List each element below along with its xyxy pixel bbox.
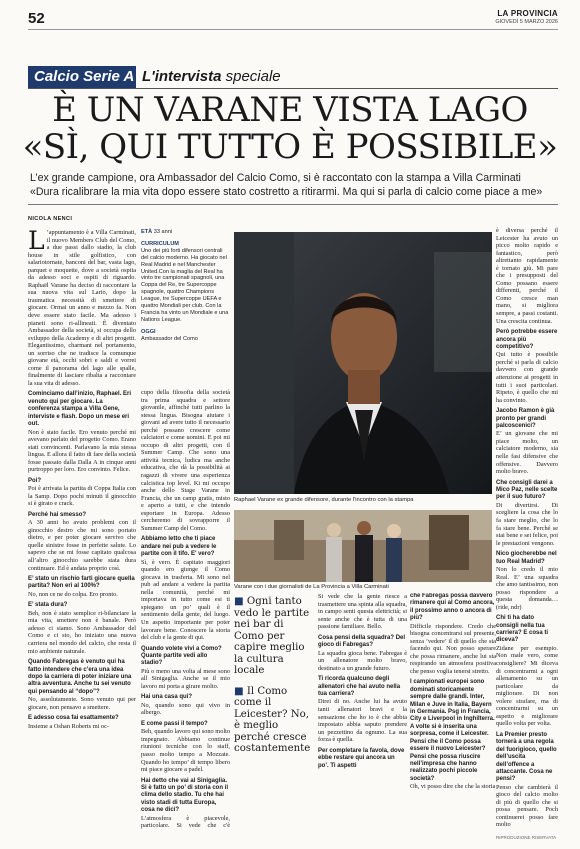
copyright-notice: RIPRODUZIONE RISERVATA	[496, 835, 557, 840]
headline-line-2: «SÌ, QUI TUTTO È POSSIBILE»	[22, 127, 558, 167]
curriculum-label: CURRICULUM	[141, 240, 179, 247]
answer: L’atmosfera è piacevole, particolare. Si vede che c'è	[141, 814, 230, 829]
paragraph: ’appuntamento è a Villa Carminati, il nuovo Members Club del Como, a due passi dallo stadio, la club house in stile golfistico, con salariotornate, banconi del bar, vasta lago, parquet e moquette, dove a società ospita da adesso soci e ospiti di riguardo. Raphaël Varane ha deciso di raccontare la sua nuova vita sul Lario, dopo la traumatica necessità di smettere di giocare. Ormai un anno e mezzo fa. Non deve essere stato facile. Ma adesso i pianeti sono ri-allineati. È diventato Ambassador della società, si occupa dello sviluppo della Academy e di altri progetti. Elegantissimo, charmant nel portamento, un sorriso che ne tradisce la comunque giovane età, occhi sobri e saldi e vorrei come il panorama del lago alle spalle, finalmente di lasciare ribalta a raccontare la sua vita di adesso.	[28, 229, 136, 387]
pull-quotes	[234, 596, 314, 764]
answer: Zidane per esempio. Non male vero, come consigliere? Mi diceva di concentrarmi a ogni allenamento su un particolare da migliorare. Di non volere strafare, ma di concentrarmi su un aspetto e migliorare quello volta per volta.	[496, 644, 558, 728]
question: Hai una casa qui?	[141, 694, 193, 701]
section-label-italic: speciale	[225, 68, 281, 85]
masthead	[495, 10, 558, 25]
question: E come passi il tempo?	[141, 720, 208, 727]
answer: Oh, vi posso dire che che la storia	[410, 783, 496, 791]
question: E adesso cosa fai esattamente?	[28, 715, 119, 722]
question: Cosa pensi della squadra? Del gioco di Fabregas?	[318, 634, 406, 649]
article-column-4	[410, 593, 496, 838]
subhead-line-2: «Dura ricalibrare la mia vita dopo essere stato costretto a ritirarmi. Ma qui si parla di calcio come piace a me»	[30, 185, 543, 198]
answer: No, non ce ne do colpa. Ero pronto.	[28, 590, 118, 598]
answer: Direi di no. Anche lui ha avuto tanti allenatori bravi e la sensazione che ho io è che abbia impostato abbia saputo prendere un pezzettino da ognuno. La sua forza è quella.	[318, 698, 407, 744]
question: Che consigli darei a Mico Paz, nelle scelte per il suo futuro?	[496, 479, 558, 501]
byline: NICOLA NENCI	[28, 216, 73, 222]
article-column-2	[141, 389, 230, 829]
answer: La squadra gioca bene. Fabregas è un allenatore molto bravo, destinato a un grande futuro.	[318, 649, 407, 672]
photo-caption: Raphael Varane ex grande difensore, durante l'incontro con la stampa	[234, 497, 414, 503]
question: Jacobo Ramon è già pronto per grandi palcoscenici?	[496, 408, 555, 429]
question: Poi?	[28, 477, 41, 484]
question: I campionati europei sono dominati storicamente sempre dalle grandi. Inter, Milan e Juve in Italia, Bayern in Germania. Psg in Francia, City e Liverpool in Inghilterra. A volte si è inserita una sorpresa, come il Leicester. Pensi che il Como possa essere il nuovo Leicester? Pensi che possa riuscire nell’impresa che hanno realizzato pochi piccole società?	[410, 679, 495, 782]
answer: cupo della filosofia della società tra prima squadra e settore giovanile, affinché tutti parlino la stessa lingua. Bisogna aiutare i giovani ad avere tutto il necessario perché possano crescere come calciatori e come uomini. E poi mi occupo di altri progetti, con il Summer Camp. Che sono una attività tecnica, ludica ma anche educativa, che dà la possibilità ai ragazzi di vivere una esperienza calcistica top level. Ki mi occupo anche dello Stage Varane in Francia, che un camp gratis, misto e aperto a tutti, e che intendo esportare in Europa. Adesso cercheremo di sovrapporre il Summer Camp del Como.	[141, 389, 230, 532]
question: Quando Fabregas è venuto qui ha fatto intendere che c’era una idea dopo la carriera di poter iniziare una altra avventura. Anche tu sei venuto qui pensando al “dopo”?	[28, 659, 132, 695]
pull-quote	[234, 686, 314, 755]
oggi-text: Ambassador del Como	[141, 335, 198, 342]
question: E’ stata dura?	[28, 602, 68, 609]
page-number: 52	[28, 10, 45, 27]
answer: Non è stato facile. Ero venuto perché mi avevano parlato del progetto Como. Erano stati convincenti. Parlavano la mia stessa lingua. E allora il fatto di fare della società fosse passato dalla Dalla A in cinque anni purtroppo per loro. Ero convinto. Felice.	[28, 428, 136, 474]
headline	[0, 92, 580, 166]
question: Abbiamo letto che ti piace andare nei pub a vedere le partite con il tifo. E' vero?	[141, 536, 217, 558]
section-band: Calcio Serie A	[28, 66, 136, 88]
answer: Di divertirsi. Di scegliere la cosa che lo fa stare meglio, che lo fa stare bene. Perché se stai bene e sei felice, poi le prestazioni vengono.	[496, 501, 558, 547]
answer: Sì, è vero. È capitato maggiori quando ero giunge il Como giocava in trasferta. Mi sono nel pub ad andare a vedere la partita nella comunità, perché mi importava in tutto come esi ti spiegano un po’ quali è il sentimento della gente, del luogo. Un aspetto importante per poter lavorare bene. Conoscere la storia del club e la gente di qui.	[141, 558, 230, 642]
answer: A 30 anni ho avuto problemi con il ginocchio destro che mi sono portato dietro, e per poter giocare servivo che quelle sinistre fosse in perfette salute. Lo sapevo che se mi fosse capitato qualcosa all’altro ginocchio sarebbe stata dura continuare. Ed è andata proprio così.	[28, 519, 136, 572]
question: Hai detto che vai al Sinigaglia. Si è fatto un po’ di storia con il clima dello stadio. Tu che hai visto stadi di tutta Europa, cosa ne dici?	[141, 777, 229, 814]
subheadline	[30, 172, 556, 199]
article-column-1	[28, 229, 136, 829]
answer: è diversa perché il Leicester ha avuto un picco molto rapido e fantastico, però altrettanto rapidamente è tornato giù. Mi pare che i presupposti del Como possano essere differenti, perché il Como cresce man mano, si migliora sempre, a passi costanti. Una crescita continua.	[496, 227, 558, 325]
group-illustration	[234, 510, 492, 582]
section-rule	[28, 88, 558, 89]
age-value: 33 anni	[153, 229, 173, 235]
profile-card	[141, 229, 229, 377]
section-label	[142, 66, 281, 88]
answer: No, quando sono qui vivo in albergo.	[141, 701, 230, 717]
answer: Poi è arrivata la partita di Coppa Italia con la Samp. Dopo pochi minuti il ginocchio si è girato e crack.	[28, 485, 136, 508]
answer: Non lo credo il mio Real. E’ una squadra che amo tantissimo, non posso rispondere a questa domanda… (ride, ndr)	[496, 565, 558, 611]
answer: Beh, quando lavoro qui sono molto impegnato. Abbiamo continue riunioni tecniche con lo staff, passo molto tempo a Mozzate. Quando ho tempo’ di tempo libero mi piace giocare a padel.	[141, 728, 230, 774]
answer: E’ un giovane che mi piace molto, un calciatore moderno, sia nelle fasi difensive che offensive. Davvero molto bravo.	[496, 430, 558, 476]
answer: Più o meno una volta al mese sono all Sinigaglia. Anche se il mio lavoro mi porta a girare molto.	[141, 667, 230, 690]
subhead-rule	[28, 204, 558, 205]
quote-mark-icon: ■	[234, 684, 244, 697]
question: Perché hai smesso?	[28, 511, 87, 518]
answer: Beh, non è stato semplice ri-bilanciare la mia vita, smettere non è banale. Però adesso ci siamo. Sono Ambassador del Como e ci sto, ho iniziato una nuova carriera nel mondo del calcio, che resta il mio ambiente naturale.	[28, 609, 136, 655]
article-column-3	[318, 593, 407, 838]
question: Nico giocherebbe nel tuo Real Madrid?	[496, 551, 557, 565]
age-label: ETÀ	[141, 229, 153, 235]
newspaper-name: LA PROVINCIA	[497, 9, 558, 18]
question: Ti ricorda qualcuno degli allenatori che hai avuto nella tua carriera?	[318, 676, 401, 697]
pull-quote-text: Ogni tanto vedo le partite nei bar di Como per capire meglio la cultura locale	[234, 596, 310, 676]
portrait-illustration	[234, 232, 492, 494]
pull-quote-text: Il Como come il Leicester? No, è meglio perché cresce costantemente	[234, 685, 311, 754]
answer: No, assolutamente. Sono venuto qui per giocare, non pensavo a smettere.	[28, 696, 136, 711]
subhead-line-1: L’ex grande campione, ora Ambassador del Calcio Como, si è raccontato con la stampa a Villa Carminati	[30, 172, 521, 184]
quote-mark-icon: ■	[234, 595, 244, 607]
drop-cap: L	[28, 229, 45, 255]
curriculum-text: Uno dei più forti difensori centrali del calcio moderno. Ha giocato nel Real Madrid e nel Manchester United.Con la maglia del Real ha vinto tre campionati spagnoli, una Coppa del Re, tre Supercoppe spagnole, quattro Champions League, tre Supercoppe UEFA e quattro Mondiali per club. Con la Francia ha vinto un Mondiale e una Nations League.	[141, 247, 229, 323]
answer: Difficile rispondere. Credo che bisogna concentrarsi sul presente, senza ’vedere’ il di quello che sta facendo qui. Non posso sperare che possa rimanere, anche lui sta respirando un atmosfera positiva che penso voglia tenersi stretto.	[410, 622, 496, 675]
question: Però potrebbe essere ancora più competitivo?	[496, 329, 558, 350]
article-column-5	[496, 227, 558, 827]
answer: Qui tutto è possibile perché si parla di calcio davvero con grande attenzione ai progetti in tutti i suoi particolari. Ripeto, è quello che mi ha convinto.	[496, 351, 558, 404]
question: Quando volete vivi a Como? Quante partite vedi allo stadio?	[141, 645, 222, 667]
section-label-bold: L'intervista	[142, 68, 222, 85]
pull-quote	[234, 596, 314, 677]
portrait-photo	[234, 232, 492, 494]
question: La Premier presto tornerà a una regola del fuorigioco, quello dell’uscita dell’offence a attaccante. Cosa ne pensi?	[496, 731, 557, 783]
issue-date: GIOVEDÌ 5 MARZO 2026	[495, 18, 558, 25]
oggi-label: OGGI	[141, 328, 156, 335]
group-photo-caption: Varane con i due giornalisti de La Provincia a Villa Carminati	[234, 584, 389, 590]
answer: Si vede che la gente riesce a trasmettere una spinta alla squadra, in campo senti questa elettricità; si sente anche che è tutta di una passione familiare. Bello.	[318, 593, 407, 631]
question: E’ stato un rischio farti giocare quella partita? Non eri al 100%?	[28, 576, 135, 590]
group-photo	[234, 510, 492, 582]
headline-line-1: È UN VARANE VISTA LAGO	[52, 90, 528, 130]
question: Chi ti ha dato consigli nella tua carriera? E cosa ti diceva?	[496, 615, 549, 644]
answer: Penso che cambierà il gioco del calcio molto di più di quello che si possa pensare. Poch continuerei posso fare molto	[496, 783, 558, 827]
question: Cominciamo dall’inizio, Raphael. Eri venuto qui per giocare. La conferenza stampa a Villa Gene, interviste e flash. Dopo un mese eri out.	[28, 391, 132, 428]
top-rule	[28, 29, 558, 30]
question: Per completare la favola, dove ebbe restare qui ancora un po’. Ti aspetti	[318, 747, 405, 769]
answer: Insieme a Oshan Roberts mi oc-	[28, 722, 109, 730]
question: che Fabregas possa davvero rimanere qui al Como ancora, il prossimo anno o ancora di più?	[410, 593, 495, 622]
